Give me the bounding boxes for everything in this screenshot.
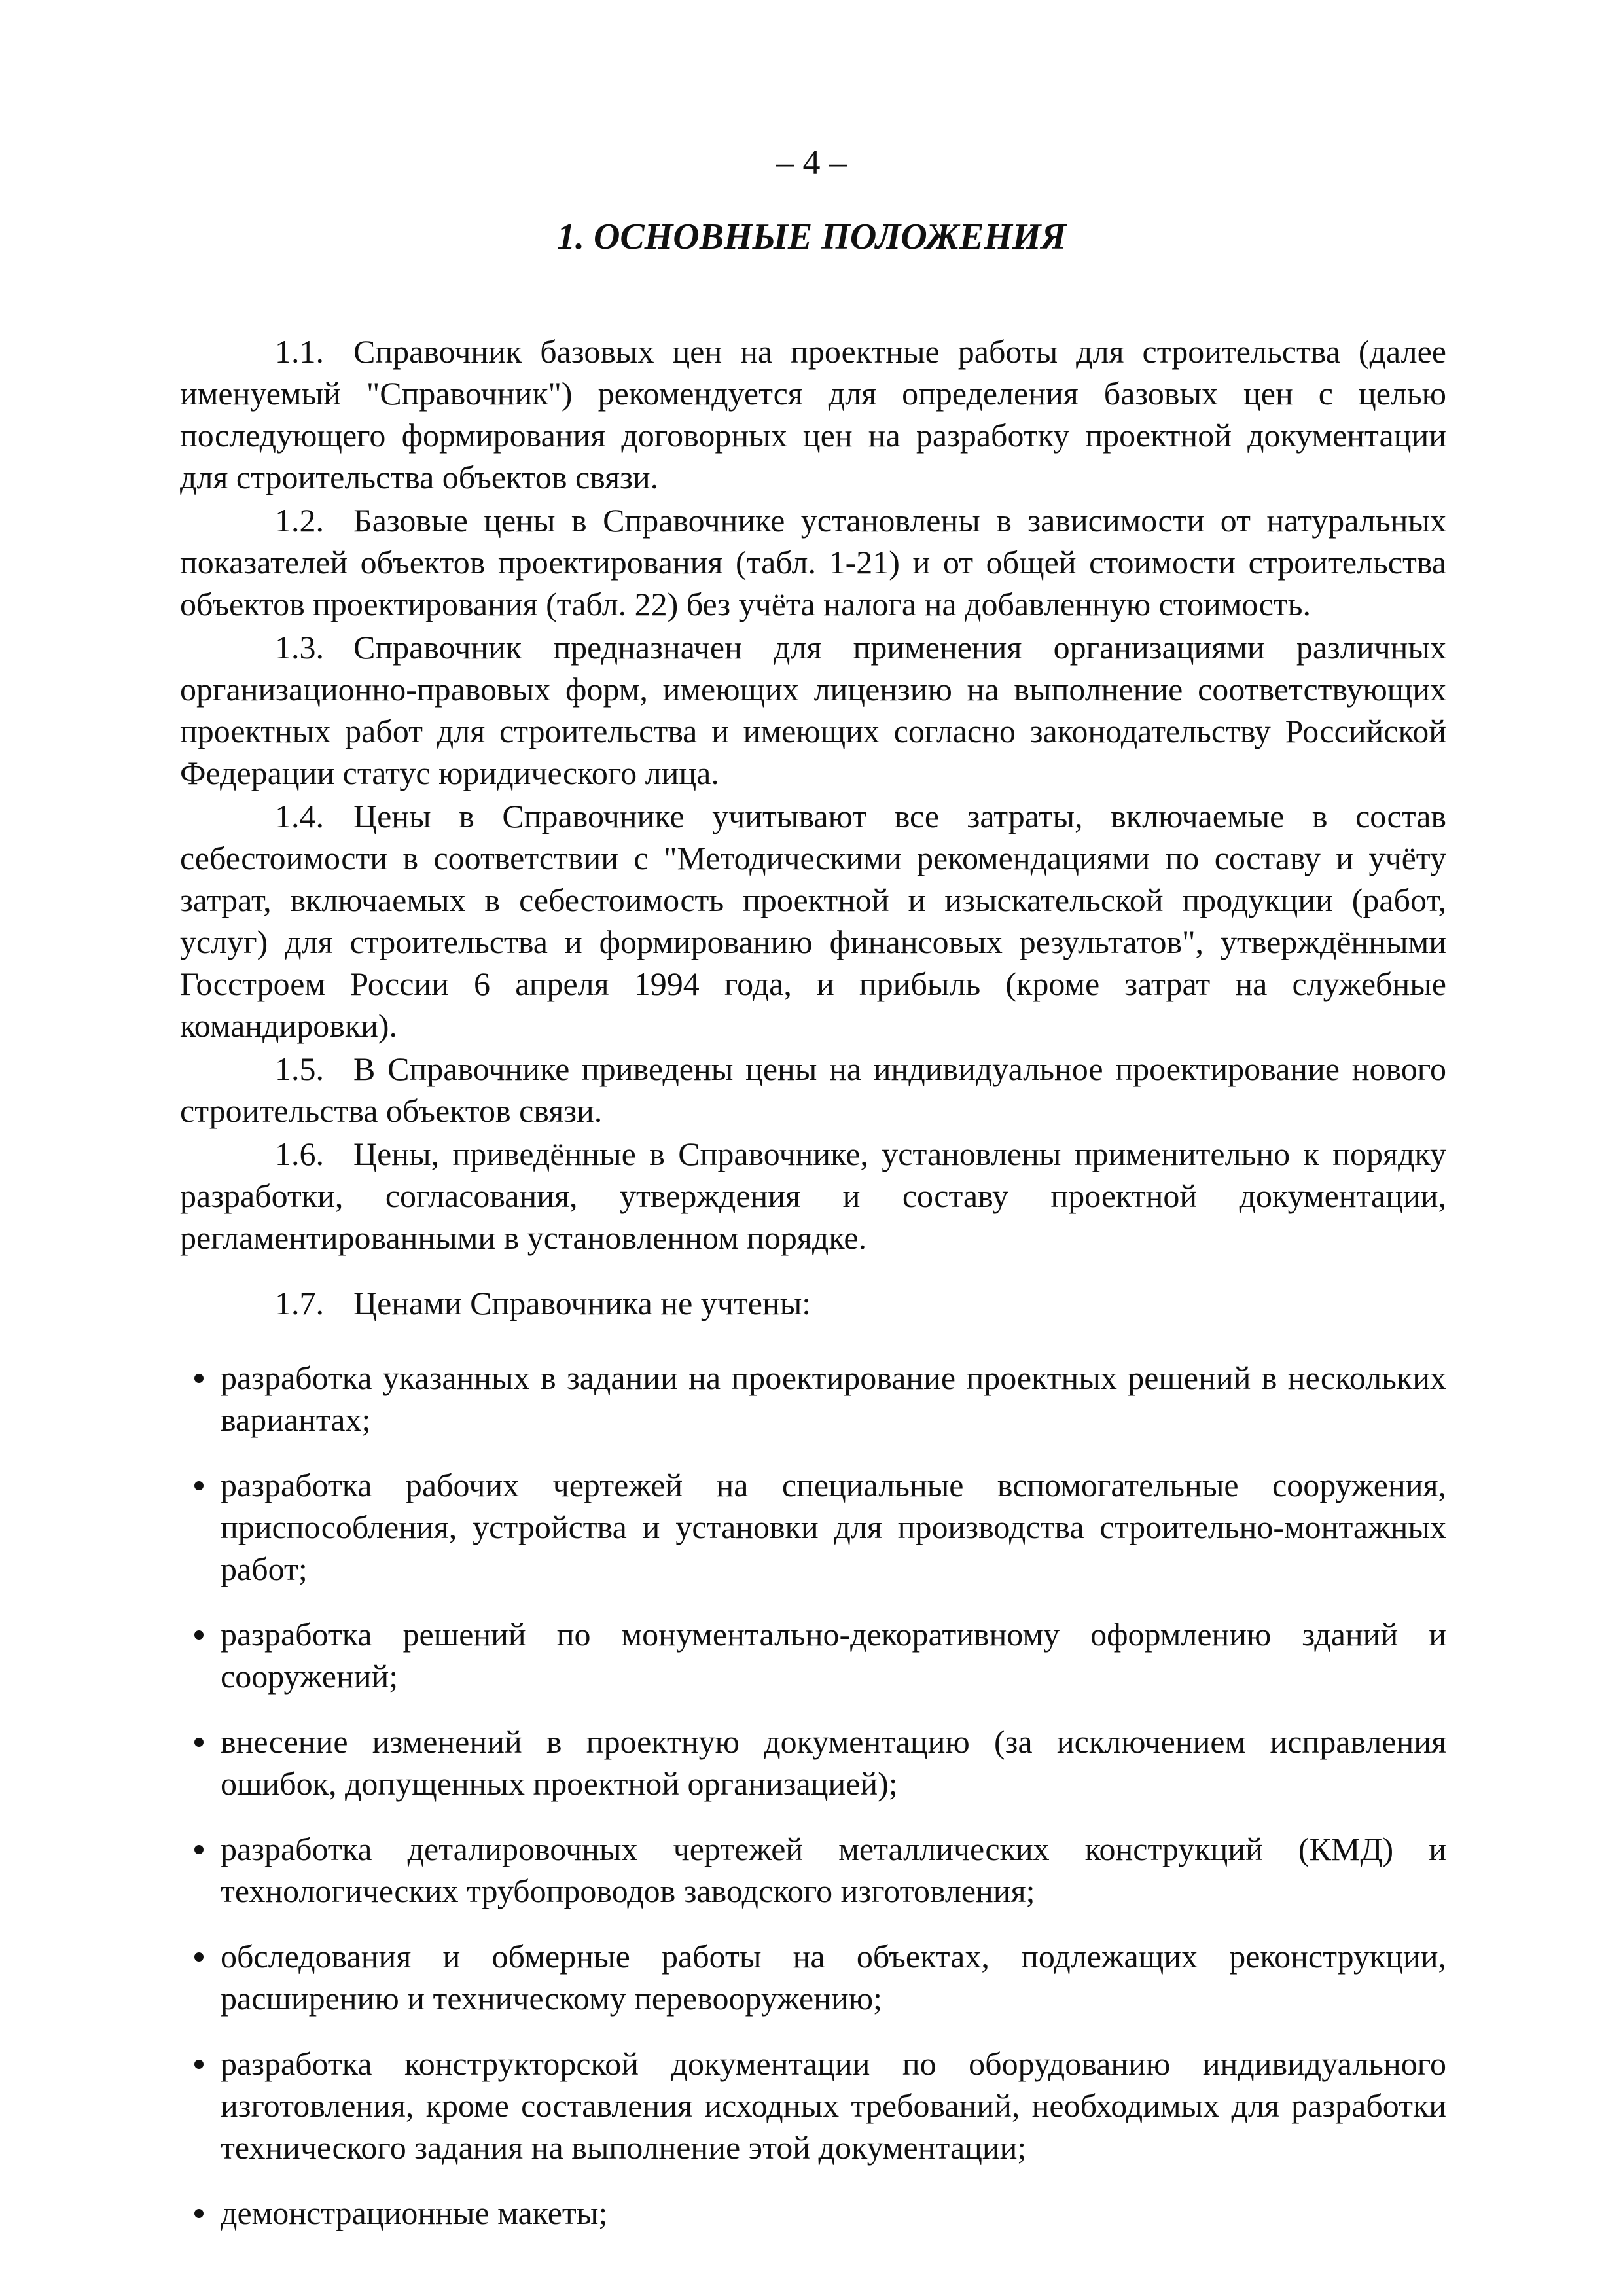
bullet-icon xyxy=(194,1845,204,1854)
paragraph-number: 1.6. xyxy=(275,1136,324,1172)
list-item-text: разработка решений по монументально-декоративному оформлению зданий и сооружений; xyxy=(221,1616,1446,1695)
list-item-text: обследования и обмерные работы на объектах, подлежащих реконструкции, расширению и техническому перевооружению; xyxy=(221,1938,1446,2017)
paragraph-number: 1.3. xyxy=(275,629,324,666)
list-item-text: разработка конструкторской документации по оборудованию индивидуального изготовления, кроме составления исходных требований, необходимых для разработки технического задания на выполнение этой документации; xyxy=(221,2045,1446,2166)
list-item xyxy=(180,1464,1446,1590)
paragraph-number: 1.4. xyxy=(275,798,324,834)
paragraph-number: 1.5. xyxy=(275,1050,324,1087)
list-item xyxy=(180,1828,1446,1912)
section-title: 1. ОСНОВНЫЕ ПОЛОЖЕНИЯ xyxy=(556,217,1067,257)
bullet-icon xyxy=(194,2060,204,2069)
list-item-text: разработка указанных в задании на проектирование проектных решений в нескольких вариантах; xyxy=(221,1359,1446,1438)
bullet-icon xyxy=(194,2209,204,2218)
paragraph-1-5 xyxy=(180,1048,1446,1132)
paragraph-1-6 xyxy=(180,1133,1446,1259)
paragraph-text: Базовые цены в Справочнике установлены в зависимости от натуральных показателей объектов проектирования (табл. 1-21) и от общей стоимости строительства объектов проектирования (табл. 22) без учёта налога на добавленную стоимость. xyxy=(180,502,1446,622)
paragraph-text: Справочник предназначен для применения организациями различных организационно-правовых форм, имеющих лицензию на выполнение соответствующих проектных работ для строительства и имеющих согласно законодательству Российской Федерации статус юридического лица. xyxy=(180,629,1446,791)
paragraph-number: 1.1. xyxy=(275,333,324,370)
paragraph-1-3 xyxy=(180,626,1446,794)
bullet-icon xyxy=(194,1374,204,1383)
list-item-text: разработка рабочих чертежей на специальные вспомогательные сооружения, приспособления, устройства и установки для производства строительно-монтажных работ; xyxy=(221,1467,1446,1587)
bullet-icon xyxy=(194,1952,204,1962)
bullet-icon xyxy=(194,1630,204,1640)
list-item-text: внесение изменений в проектную документацию (за исключением исправления ошибок, допущенных проектной организацией); xyxy=(221,1723,1446,1802)
paragraph-text: Справочник базовых цен на проектные работы для строительства (далее именуемый "Справочник") рекомендуется для определения базовых цен с целью последующего формирования договорных цен на разработку проектной документации для строительства объектов связи. xyxy=(180,333,1446,495)
paragraph-number: 1.2. xyxy=(275,502,324,539)
paragraph-text: Ценами Справочника не учтены: xyxy=(353,1285,812,1321)
list-item-text: демонстрационные макеты; xyxy=(221,2195,608,2231)
list-item xyxy=(180,1935,1446,2019)
paragraph-text: В Справочнике приведены цены на индивидуальное проектирование нового строительства объектов связи. xyxy=(180,1050,1446,1129)
list-item xyxy=(180,2043,1446,2168)
paragraph-1-7 xyxy=(180,1282,1446,1324)
list-item xyxy=(180,1357,1446,1441)
document-body xyxy=(180,331,1446,2257)
paragraph-1-2 xyxy=(180,499,1446,625)
paragraph-1-1 xyxy=(180,331,1446,498)
paragraph-number: 1.7. xyxy=(275,1285,324,1321)
list-item-text: разработка деталировочных чертежей металлических конструкций (КМД) и технологических трубопроводов заводского изготовления; xyxy=(221,1831,1446,1909)
paragraph-1-4 xyxy=(180,795,1446,1047)
list-item xyxy=(180,1721,1446,1804)
paragraph-text: Цены в Справочнике учитывают все затраты, включаемые в состав себестоимости в соответствии с "Методическими рекомендациями по составу и учёту затрат, включаемых в себестоимость проектной и изыскательской продукции (работ, услуг) для строительства и формированию финансовых результатов", утверждёнными Госстроем России 6 апреля 1994 года, и прибыль (кроме затрат на служебные командировки). xyxy=(180,798,1446,1044)
bullet-icon xyxy=(194,1738,204,1747)
list-item xyxy=(180,1613,1446,1697)
exclusions-list xyxy=(180,1357,1446,2234)
bullet-icon xyxy=(194,1481,204,1490)
page-number: – 4 – xyxy=(776,143,847,182)
paragraph-text: Цены, приведённые в Справочнике, установлены применительно к порядку разработки, согласования, утверждения и составу проектной документации, регламентированными в установленном порядке. xyxy=(180,1136,1446,1256)
list-item xyxy=(180,2192,1446,2234)
